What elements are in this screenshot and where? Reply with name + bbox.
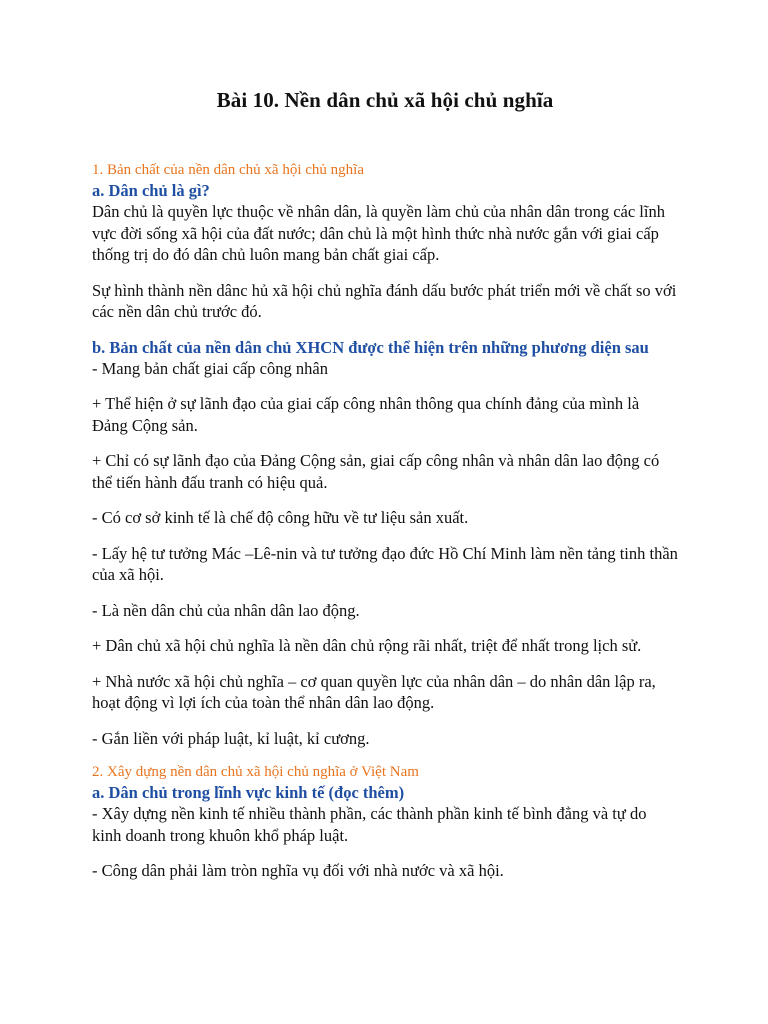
section-2a-heading: a. Dân chủ trong lĩnh vực kinh tế (đọc thêm) xyxy=(92,783,405,802)
section-1a-heading: a. Dân chủ là gì? xyxy=(92,181,210,200)
section-2-heading: 2. Xây dựng nền dân chủ xã hội chủ nghĩa ở Việt Nam xyxy=(92,764,419,780)
list-item: - Là nền dân chủ của nhân dân lao động. xyxy=(92,600,360,620)
section-1b-heading: b. Bản chất của nền dân chủ XHCN được thể hiện trên những phương diện sau xyxy=(92,337,649,357)
list-item: + Dân chủ xã hội chủ nghĩa là nền dân chủ rộng rãi nhất, triệt để nhất trong lịch sử. xyxy=(92,636,642,655)
list-item: - Lấy hệ tư tưởng Mác –Lê-nin và tư tưởng đạo đức Hồ Chí Minh làm nền tảng tinh thần của xã hội. xyxy=(92,543,678,584)
paragraph: Dân chủ là quyền lực thuộc về nhân dân, là quyền làm chủ của nhân dân trong các lĩnh vực đời sống xã hội của đất nước; dân chủ là một hình thức nhà nước gắn với giai cấp thống trị do đó dân chủ luôn mang bản chất giai cấp. xyxy=(92,202,665,264)
paragraph: Sự hình thành nền dânc hủ xã hội chủ nghĩa đánh dấu bước phát triển mới về chất so với các nền dân chủ trước đó. xyxy=(92,280,677,321)
section-1-heading: 1. Bản chất của nền dân chủ xã hội chủ nghĩa xyxy=(92,162,364,178)
list-item: - Gắn liền với pháp luật, kỉ luật, kỉ cương. xyxy=(92,728,370,748)
page-title: Bài 10. Nền dân chủ xã hội chủ nghĩa xyxy=(216,88,554,112)
list-item: - Có cơ sở kinh tế là chế độ công hữu về tư liệu sản xuất. xyxy=(92,508,469,527)
list-item: + Nhà nước xã hội chủ nghĩa – cơ quan quyền lực của nhân dân – do nhân dân lập ra, hoạt động vì lợi ích của toàn thể nhân dân lao động. xyxy=(92,671,656,712)
list-item: + Chỉ có sự lãnh đạo của Đảng Cộng sản, giai cấp công nhân và nhân dân lao động có thể tiến hành đấu tranh có hiệu quả. xyxy=(92,451,660,492)
list-item: - Xây dựng nền kinh tế nhiều thành phần, các thành phần kinh tế bình đẳng và tự do kinh doanh trong khuôn khổ pháp luật. xyxy=(92,804,647,845)
list-item: + Thể hiện ở sự lãnh đạo của giai cấp công nhân thông qua chính đảng của mình là Đảng Cộng sản. xyxy=(92,394,640,435)
list-item: - Công dân phải làm tròn nghĩa vụ đối với nhà nước và xã hội. xyxy=(92,861,504,880)
list-item: - Mang bản chất giai cấp công nhân xyxy=(92,358,328,378)
